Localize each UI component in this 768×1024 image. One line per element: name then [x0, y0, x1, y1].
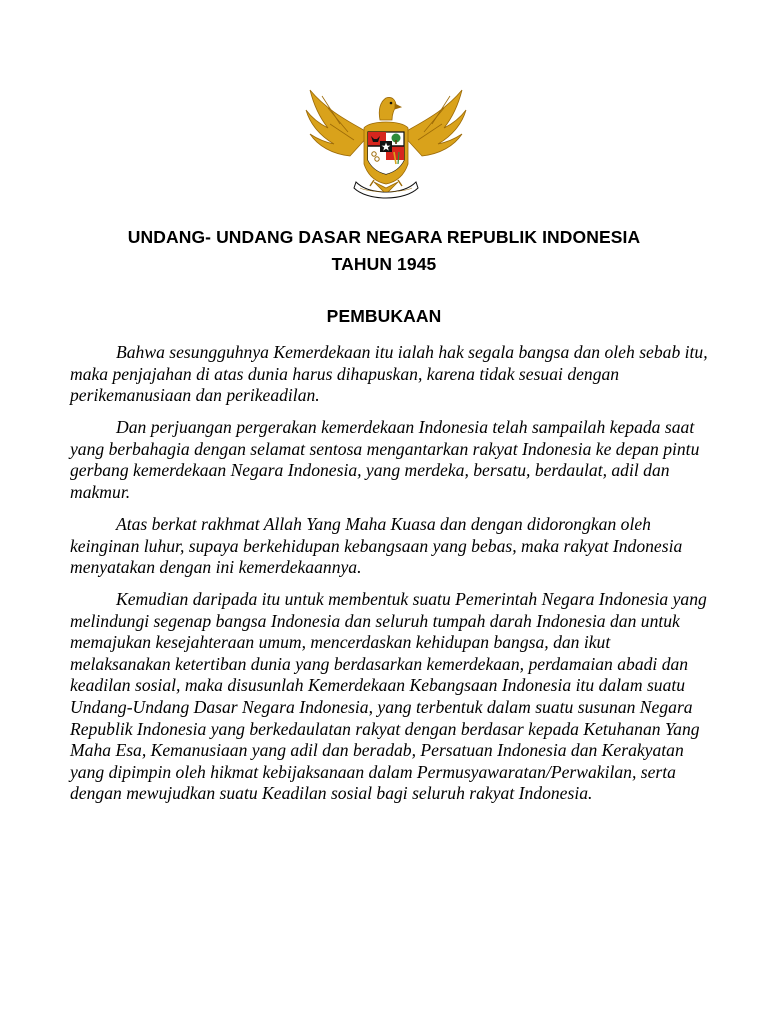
preamble-paragraph-3: Atas berkat rakhmat Allah Yang Maha Kuasa dan dengan didorongkan oleh keinginan luhur, supaya berkehidupan kebangsaan yang bebas, maka rakyat Indonesia menyatakan dengan ini kemerdekaannya. [70, 513, 683, 578]
left-wing [306, 90, 370, 156]
right-wing [402, 90, 466, 156]
document-title-year: TAHUN 1945 [331, 254, 437, 274]
garuda-pancasila-emblem [300, 84, 472, 200]
pancasila-shield [368, 132, 404, 174]
preamble-body [70, 342, 710, 815]
preamble-paragraph-2: Dan perjuangan pergerakan kemerdekaan Indonesia telah sampailah kepada saat yang berbahagia dengan selamat sentosa mengantarkan rakyat Indonesia ke depan pintu gerbang kemerdekaan Negara Indonesia, yang merdeka, bersatu, berdaulat, adil dan makmur. [70, 417, 700, 502]
preamble-paragraph-1: Bahwa sesungguhnya Kemerdekaan itu ialah hak segala bangsa dan oleh sebab itu, maka penjajahan di atas dunia harus dihapuskan, karena tidak sesuai dengan perikemanusiaan dan perikeadilan. [70, 342, 708, 406]
document-title: UNDANG- UNDANG DASAR NEGARA REPUBLIK INDONESIA [127, 227, 641, 247]
section-heading: PEMBUKAAN [326, 306, 442, 326]
garuda-head [379, 97, 401, 120]
preamble-paragraph-4: Kemudian daripada itu untuk membentuk suatu Pemerintah Negara Indonesia yang melindungi segenap bangsa Indonesia dan seluruh tumpah darah Indonesia dan untuk memajukan kesejahteraan umum, mencerdaskan kehidupan bangsa, dan ikut melaksanakan ketertiban dunia yang berdasarkan kemerdekaan, perdamaian abadi dan keadilan sosial, maka disusunlah Kemerdekaan Kebangsaan Indonesia itu dalam suatu Undang-Undang Dasar Negara Indonesia, yang terbentuk dalam suatu susunan Negara Republik Indonesia yang berkedaulatan rakyat dengan berdasar kepada Ketuhanan Yang Maha Esa, Kemanusiaan yang adil dan beradab, Persatuan Indonesia dan Kerakyatan yang dipimpin oleh hikmat kebijaksanaan dalam Permusyawaratan/Perwakilan, serta dengan mewujudkan suatu Keadilan sosial bagi seluruh rakyat Indonesia. [70, 589, 707, 804]
